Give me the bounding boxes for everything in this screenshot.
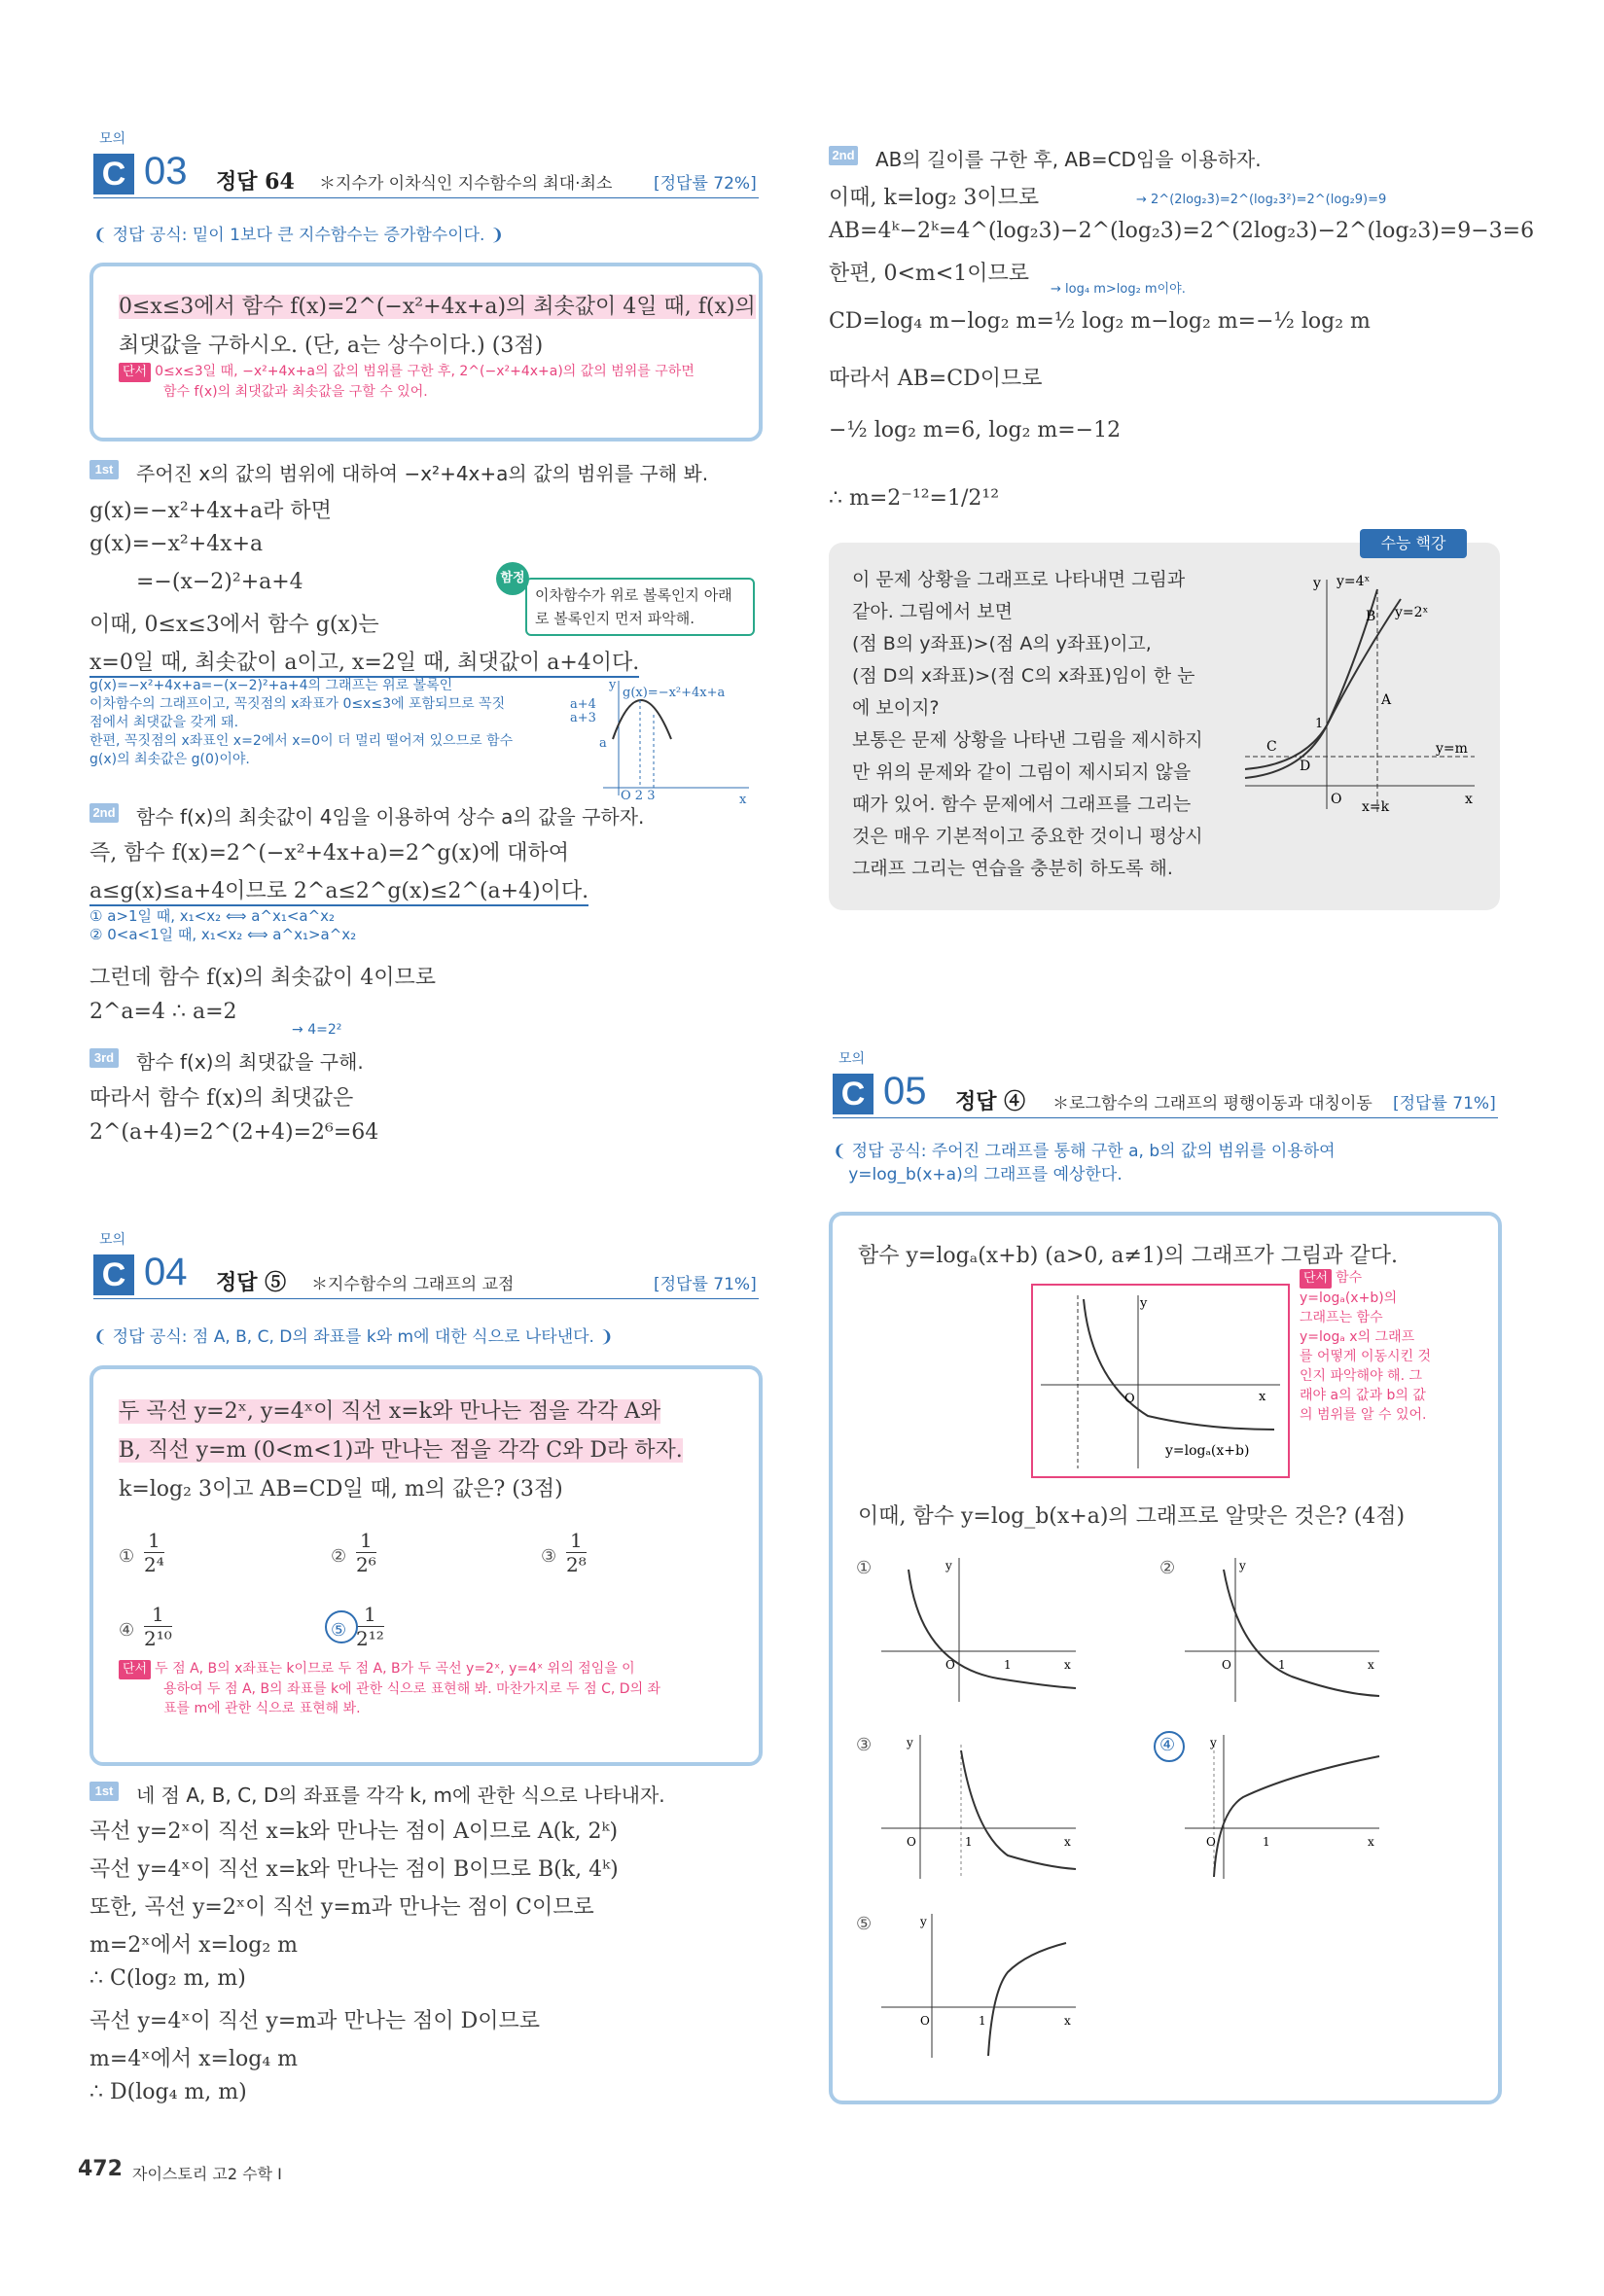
c04-choice-4-num[interactable]: ④ <box>119 1620 135 1641</box>
c03-mini-x: x <box>739 793 747 807</box>
c04-question-line1: 두 곡선 y=2ˣ, y=4ˣ이 직선 x=k와 만나는 점을 각각 A와 <box>119 1399 661 1424</box>
c04-r-line5: 따라서 AB=CD이므로 <box>829 367 1043 391</box>
c05-c3-y: y <box>907 1736 913 1749</box>
c04-question-line3: k=log₂ 3이고 AB=CD일 때, m의 값은? (3점) <box>119 1477 563 1501</box>
c04-sol-line7: m=4ˣ에서 x=log₄ m <box>89 2047 298 2071</box>
c05-c1-one: 1 <box>1004 1658 1012 1672</box>
c04-r-line1: 이때, k=log₂ 3이므로 <box>829 186 1040 210</box>
c03-note-4: → 4=2² <box>292 1022 342 1038</box>
c05-c3-one: 1 <box>965 1835 973 1849</box>
c04-choice-2-num[interactable]: ② <box>331 1546 347 1567</box>
c05-question-line2: 이때, 함수 y=log_b(x+a)의 그래프로 알맞은 것은? (4점) <box>858 1504 1406 1529</box>
c04-header-rule <box>93 1298 759 1299</box>
page-number: 472 <box>78 2157 123 2181</box>
c04-r-line3: 한편, 0<m<1이므로 <box>829 262 1029 286</box>
c05-c1-x: x <box>1064 1658 1071 1672</box>
c05-choice-4-graph[interactable] <box>1185 1735 1389 1881</box>
c05-number: 05 <box>883 1070 927 1113</box>
c04-formula-text: 정답 공식: 점 A, B, C, D의 좌표를 k와 m에 대한 식으로 나타낸다. <box>112 1327 594 1347</box>
c05-c1-o: O <box>945 1658 955 1672</box>
c04-answer-circle <box>325 1610 358 1643</box>
c04-graph-label-ym: y=m <box>1436 741 1468 757</box>
c05-topic: ＊로그함수의 그래프의 평행이동과 대칭이동 <box>1052 1094 1372 1113</box>
c03-number: 03 <box>144 150 188 193</box>
c05-choice-3-graph[interactable] <box>881 1735 1086 1881</box>
c04-topic: ＊지수함수의 그래프의 교점 <box>311 1275 515 1294</box>
c05-c4-o: O <box>1206 1835 1216 1849</box>
c03-answer: 정답 64 <box>216 169 295 194</box>
c05-given-o: O <box>1124 1392 1135 1406</box>
c05-given-x: x <box>1259 1390 1266 1404</box>
c04-r-line6: −½ log₂ m=6, log₂ m=−12 <box>829 418 1122 442</box>
c04-sol-line3: 또한, 곡선 y=2ˣ이 직선 y=m과 만나는 점이 C이므로 <box>89 1895 594 1920</box>
c05-choice-2-num[interactable]: ② <box>1159 1558 1176 1578</box>
c04-choice-5[interactable]: $\frac{1}{\text{2¹²}}$ <box>356 1603 384 1650</box>
c03-mini-ticks: O 2 3 <box>621 789 656 803</box>
c04-choice-2[interactable]: $\frac{1}{\text{2⁶}}$ <box>356 1529 376 1576</box>
c05-given-graph <box>1031 1284 1290 1478</box>
c04-graph-label-D: D <box>1300 759 1311 774</box>
c05-danseo-tag: 단서 <box>1300 1269 1332 1289</box>
c04-choice-4[interactable]: $\frac{1}{\text{2¹⁰}}$ <box>144 1603 172 1650</box>
c03-sol-line8: 그런데 함수 f(x)의 최솟값이 4이므로 <box>89 966 436 990</box>
c03-sol-line1: g(x)=−x²+4x+a라 하면 <box>89 499 332 523</box>
c04-sol-line8: ∴ D(log₄ m, m) <box>89 2080 247 2104</box>
c03-rate: [정답률 72%] <box>654 174 757 194</box>
c03-sol-line11: 2^(a+4)=2^(2+4)=2⁶=64 <box>89 1120 379 1145</box>
c04-step1-text: 네 점 A, B, C, D의 좌표를 각각 k, m에 관한 식으로 나타내자. <box>136 1784 665 1807</box>
c04-sol-line6: 곡선 y=4ˣ이 직선 y=m과 만나는 점이 D이므로 <box>89 2009 541 2033</box>
c05-choice-5-graph[interactable] <box>881 1914 1086 2060</box>
c03-step1-text: 주어진 x의 값의 범위에 대하여 −x²+4x+a의 값의 범위를 구해 봐. <box>136 462 709 485</box>
c05-choice-2-graph[interactable] <box>1185 1558 1389 1704</box>
c05-choice-1-graph[interactable] <box>881 1558 1086 1704</box>
c05-mo-label: 모의 <box>838 1051 866 1067</box>
c03-topic: ＊지수가 이차식인 지수함수의 최대·최소 <box>319 174 613 194</box>
c05-answer: 정답 ④ <box>955 1089 1026 1114</box>
c04-sol-line4: m=2ˣ에서 x=log₂ m <box>89 1933 298 1958</box>
c04-sol-line5: ∴ C(log₂ m, m) <box>89 1966 246 1991</box>
c03-danseo-tag: 단서 <box>119 363 151 382</box>
c03-note-inequality: ① a>1일 때, x₁<x₂ ⟺ a^x₁<a^x₂ ② 0<a<1일 때, x₁<x₂ ⟺ a^x₁>a^x₂ <box>89 907 357 943</box>
c03-sol-line7: a≤g(x)≤a+4이므로 2^a≤2^g(x)≤2^(a+4)이다. <box>89 874 588 906</box>
c04-graph-label-y2x: y=2ˣ <box>1395 605 1429 620</box>
c04-rate: [정답률 71%] <box>654 1275 757 1294</box>
c04-csat-text: 이 문제 상황을 그래프로 나타내면 그림과 같아. 그림에서 보면 (점 B의 y좌표)>(점 A의 y좌표)이고, (점 D의 x좌표)>(점 C의 x좌표)임이 한 눈 에 보이지? 보통은 문제 상황을 나타낸 그림을 제시하지 만 위의 문제와 같이 그림이 제시되지 않을 때가 있어. 함수 문제에서 그래프를 그리는 것은 매우 기본적이고 중요한 것이니 평상시 그래프 그리는 연습을 충분히 하도록 해. <box>852 569 1203 879</box>
c03-mini-a: a <box>599 736 607 751</box>
c04-step2-text: AB의 길이를 구한 후, AB=CD임을 이용하자. <box>875 148 1262 171</box>
c04-danseo-tag: 단서 <box>119 1660 151 1679</box>
c04-graph-label-o: O <box>1331 792 1342 807</box>
c03-sol-line9: 2^a=4 ∴ a=2 <box>89 1000 237 1024</box>
c04-choice-3[interactable]: $\frac{1}{\text{2⁸}}$ <box>566 1529 587 1576</box>
c03-note-graph: g(x)=−x²+4x+a=−(x−2)²+a+4의 그래프는 위로 볼록인 이차함수의 그래프이고, 꼭짓점의 x좌표가 0≤x≤3에 포함되므로 꼭짓 점에서 최댓값을 갖게 돼. 한편, 꼭짓점의 x좌표인 x=2에서 x=0이 더 멀리 떨어져 있으므로 함수 g(x)의 최솟값은 g(0)이야. <box>89 678 514 767</box>
c04-choice-1-num[interactable]: ① <box>119 1546 135 1567</box>
c05-formula: ❨ 정답 공식: 주어진 그래프를 통해 구한 a, b의 값의 범위를 이용하여 y=log_b(x+a)의 그래프를 예상한다. <box>833 1142 1336 1184</box>
c04-graph-label-x: x <box>1465 792 1473 807</box>
c04-csat-tag: 수능 핵강 <box>1360 529 1467 558</box>
c05-c2-one: 1 <box>1278 1658 1286 1672</box>
c03-sol-line5: x=0일 때, 최솟값이 a이고, x=2일 때, 최댓값이 a+4이다. <box>89 646 639 678</box>
c03-mo-label: 모의 <box>99 131 126 147</box>
c05-c5-y: y <box>920 1915 927 1928</box>
c04-graph-label-one: 1 <box>1315 717 1324 731</box>
c04-number: 04 <box>144 1251 188 1293</box>
c03-sol-line4: 이때, 0≤x≤3에서 함수 g(x)는 <box>89 613 379 637</box>
c04-choice-1[interactable]: $\frac{1}{\text{2⁴}}$ <box>144 1529 164 1576</box>
c04-choice-3-num[interactable]: ③ <box>541 1546 557 1567</box>
c04-mo-label: 모의 <box>99 1232 126 1248</box>
c03-sol-line6: 즉, 함수 f(x)=2^(−x²+4x+a)=2^g(x)에 대하여 <box>89 841 570 865</box>
c03-mini-a3: a+3 <box>570 711 596 725</box>
c03-step1-tag: 1st <box>89 460 119 479</box>
c04-csat-graph <box>1245 570 1488 823</box>
c03-step3-tag: 3rd <box>89 1048 119 1068</box>
c05-c-box: C <box>833 1074 873 1114</box>
c03-formula: ❨ 정답 공식: 밑이 1보다 큰 지수함수는 증가함수이다. ❩ <box>93 226 505 245</box>
c04-sol-line1: 곡선 y=2ˣ이 직선 x=k와 만나는 점이 A이므로 A(k, 2ᵏ) <box>89 1819 619 1844</box>
c04-sol-line2: 곡선 y=4ˣ이 직선 x=k와 만나는 점이 B이므로 B(k, 4ᵏ) <box>89 1857 619 1882</box>
c05-question-line1: 함수 y=logₐ(x+b) (a>0, a≠1)의 그래프가 그림과 같다. <box>858 1244 1399 1268</box>
c05-choice-1-num[interactable]: ① <box>856 1558 873 1578</box>
c04-step1-tag: 1st <box>89 1782 119 1801</box>
c04-graph-label-C: C <box>1266 739 1277 755</box>
c05-c1-y: y <box>945 1559 952 1572</box>
c03-question-line2: 최댓값을 구하시오. (단, a는 상수이다.) (3점) <box>119 334 544 358</box>
c04-r-line4: CD=log₄ m−log₂ m=½ log₂ m−log₂ m=−½ log₂ m <box>829 309 1371 334</box>
c04-r-line7: ∴ m=2⁻¹²=1/2¹² <box>829 486 1000 511</box>
c04-answer: 정답 ⑤ <box>216 1270 287 1295</box>
c03-formula-text: 정답 공식: 밑이 1보다 큰 지수함수는 증가함수이다. <box>112 226 485 245</box>
c05-c5-o: O <box>920 2014 930 2028</box>
c05-choice-3-num[interactable]: ③ <box>856 1735 873 1755</box>
c05-c5-x: x <box>1064 2014 1071 2028</box>
c05-c2-x: x <box>1368 1658 1374 1672</box>
c05-c2-y: y <box>1239 1559 1246 1572</box>
c05-c4-x: x <box>1368 1835 1374 1849</box>
c04-graph-label-y4x: y=4ˣ <box>1337 574 1371 589</box>
c04-graph-label-xk: x=k <box>1362 799 1390 815</box>
c03-mini-y: y <box>609 678 617 692</box>
c04-choice-5-num[interactable]: ⑤ <box>331 1620 347 1641</box>
c03-sol-line10: 따라서 함수 f(x)의 최댓값은 <box>89 1086 354 1111</box>
c05-choice-4-num[interactable]: ④ <box>1159 1735 1176 1755</box>
c03-header-rule <box>93 197 759 198</box>
c03-c-box: C <box>93 154 134 194</box>
c05-header-rule <box>833 1117 1498 1118</box>
c04-r-line2: AB=4ᵏ−2ᵏ=4^(log₂3)−2^(log₂3)=2^(2log₂3)−2^(log₂3)=9−3=6 <box>829 219 1535 243</box>
c04-graph-label-B: B <box>1366 609 1376 624</box>
c03-hamjeong-note: 이차함수가 위로 볼록인지 아래 로 볼록인지 먼저 파악해. <box>525 578 755 636</box>
c03-mini-parabola-graph <box>564 671 759 807</box>
c05-c3-o: O <box>907 1835 916 1849</box>
c03-step2-text: 함수 f(x)의 최솟값이 4임을 이용하여 상수 a의 값을 구하자. <box>136 805 645 829</box>
c04-graph-label-y: y <box>1313 576 1321 591</box>
c03-sol-line3: =−(x−2)²+a+4 <box>136 570 303 594</box>
c05-c4-one: 1 <box>1263 1835 1270 1849</box>
c03-mini-a4: a+4 <box>570 697 596 712</box>
c05-c4-y: y <box>1210 1736 1217 1749</box>
c05-given-label: y=logₐ(x+b) <box>1165 1443 1250 1459</box>
c05-given-y: y <box>1140 1296 1148 1311</box>
c05-danseo: 단서 함수 y=logₐ(x+b)의 그래프는 함수 y=logₐ x의 그래프 를 어떻게 이동시킨 것 인지 파악해야 해. 그 래야 a의 값과 b의 값 의 범위를 알 수 있어. <box>1300 1270 1432 1423</box>
c03-danseo: 단서 0≤x≤3일 때, −x²+4x+a의 값의 범위를 구한 후, 2^(−x²+4x+a)의 값의 범위를 구하면 함수 f(x)의 최댓값과 최솟값을 구할 수 있어. <box>119 362 695 402</box>
c03-hamjeong-badge: 함정 <box>496 562 529 595</box>
c04-r-note2: → log₄ m>log₂ m이야. <box>1051 282 1186 297</box>
c05-c5-one: 1 <box>979 2014 986 2028</box>
c03-sol-line2: g(x)=−x²+4x+a <box>89 532 264 556</box>
c03-mini-func-label: g(x)=−x²+4x+a <box>623 686 726 700</box>
c04-question-line2: B, 직선 y=m (0<m<1)과 만나는 점을 각각 C와 D라 하자. <box>119 1438 683 1463</box>
c04-graph-label-A: A <box>1381 692 1392 708</box>
c05-c2-o: O <box>1222 1658 1231 1672</box>
c05-rate: [정답률 71%] <box>1393 1094 1496 1113</box>
book-title: 자이스토리 고2 수학 I <box>132 2165 282 2183</box>
c04-formula: ❨ 정답 공식: 점 A, B, C, D의 좌표를 k와 m에 대한 식으로 나타낸다. ❩ <box>93 1327 614 1347</box>
c03-step3-text: 함수 f(x)의 최댓값을 구해. <box>136 1050 364 1074</box>
c04-r-note1: → 2^(2log₂3)=2^(log₂3²)=2^(log₂9)=9 <box>1136 193 1387 207</box>
c05-answer-circle <box>1154 1731 1185 1762</box>
c05-c3-x: x <box>1064 1835 1071 1849</box>
c04-danseo: 단서 두 점 A, B의 x좌표는 k이므로 두 점 A, B가 두 곡선 y=2ˣ, y=4ˣ 위의 점임을 이 용하여 두 점 A, B의 좌표를 k에 관한 식으로 표현해 봐. 마찬가지로 두 점 C, D의 좌 표를 m에 관한 식으로 표현해 봐. <box>119 1659 660 1718</box>
c04-step2-tag: 2nd <box>829 146 858 165</box>
c03-step2-tag: 2nd <box>89 803 119 823</box>
c04-c-box: C <box>93 1254 134 1295</box>
c05-choice-5-num[interactable]: ⑤ <box>856 1914 873 1934</box>
c03-question-line1: 0≤x≤3에서 함수 f(x)=2^(−x²+4x+a)의 최솟값이 4일 때, f(x)의 <box>119 295 756 319</box>
